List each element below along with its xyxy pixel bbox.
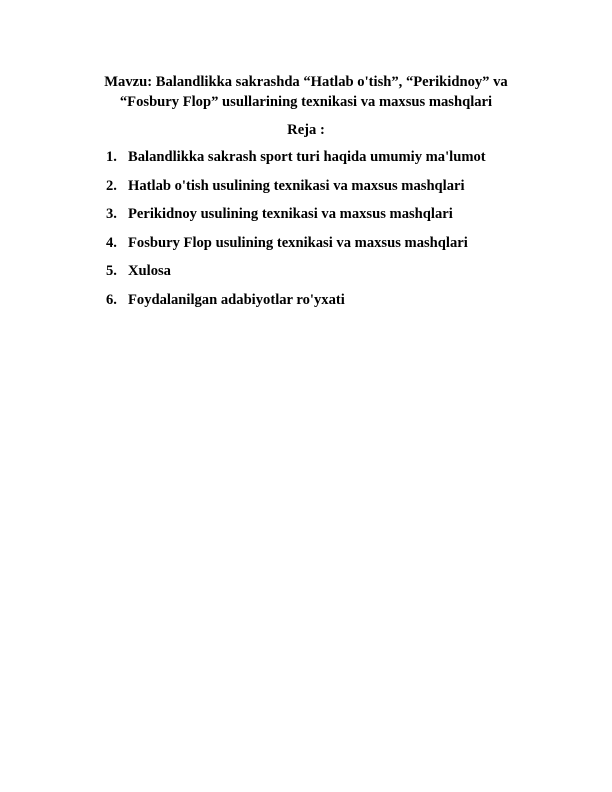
- plan-item-text: Balandlikka sakrash sport turi haqida umumiy ma'lumot: [128, 149, 486, 165]
- plan-item: [106, 234, 486, 263]
- plan-item-number: 6.: [106, 291, 117, 308]
- plan-item-number: 1.: [106, 149, 117, 165]
- document-title-line-1: Mavzu: Balandlikka sakrashda “Hatlab o'tish”, “Perikidnoy” va: [104, 74, 508, 90]
- document-title-line-2: “Fosbury Flop” usullarining texnikasi va maxsus mashqlari: [119, 94, 493, 110]
- plan-item-text: Foydalanilgan adabiyotlar ro'yxati: [128, 291, 345, 308]
- plan-item: [106, 262, 486, 291]
- plan-item-number: 4.: [106, 234, 117, 251]
- plan-item-number: 3.: [106, 206, 117, 223]
- plan-heading: Reja :: [287, 122, 325, 138]
- plan-item: [106, 177, 486, 206]
- plan-item-text: Hatlab o'tish usulining texnikasi va maxsus mashqlari: [128, 177, 465, 194]
- plan-item-text: Perikidnoy usulining texnikasi va maxsus mashqlari: [128, 206, 453, 223]
- plan-item-number: 5.: [106, 263, 117, 280]
- plan-item: [106, 205, 486, 234]
- document-title: [80, 72, 532, 112]
- plan-item-number: 2.: [106, 177, 117, 194]
- plan-list: [106, 148, 486, 320]
- plan-item-text: Fosbury Flop usulining texnikasi va maxsus mashqlari: [128, 234, 468, 251]
- plan-item-text: Xulosa: [128, 263, 171, 280]
- plan-item: [106, 148, 486, 177]
- plan-item: [106, 291, 486, 320]
